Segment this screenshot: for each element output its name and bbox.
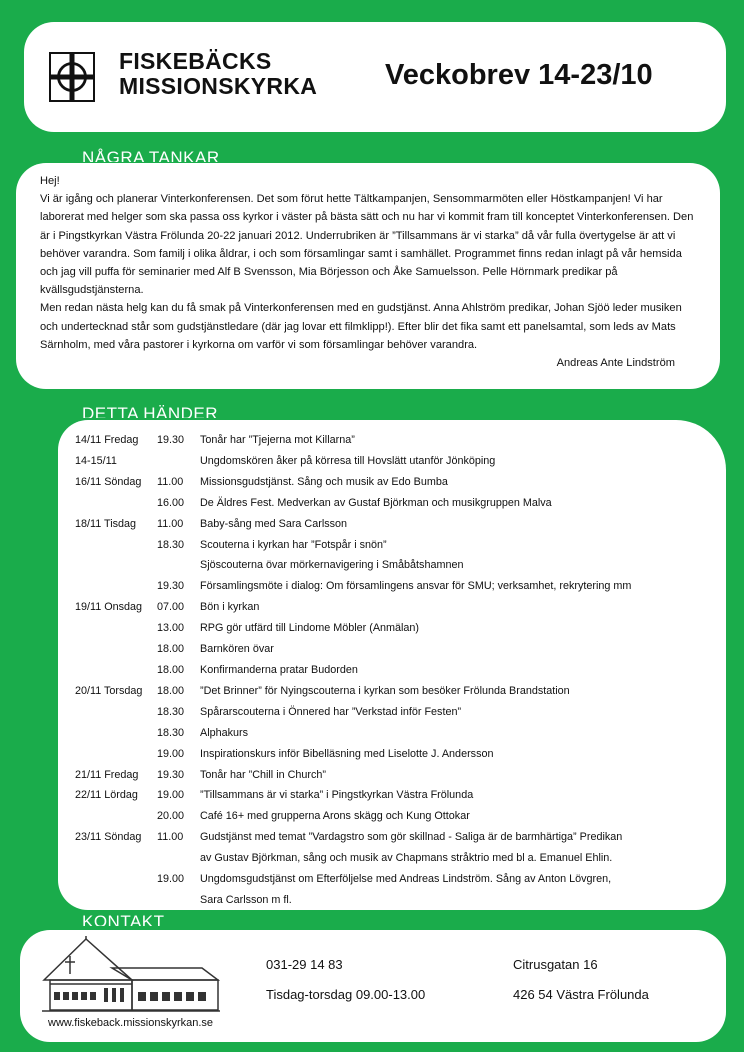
event-row: [75, 576, 715, 597]
event-time: 19.30: [157, 580, 185, 593]
event-description: Spårarscouterna i Önnered har ”Verkstad inför Festen”: [200, 705, 462, 718]
section-heading-tankar: NÅGRA TANKAR: [82, 148, 220, 162]
event-time: 07.00: [157, 601, 185, 614]
event-date: 14/11 Fredag: [75, 434, 139, 446]
event-row: [75, 723, 715, 744]
event-row: [75, 785, 715, 806]
event-date: [75, 618, 157, 639]
section-heading-handelser: DETTA HÄNDER: [82, 404, 219, 418]
event-time: 20.00: [157, 810, 185, 823]
event-time: 16.00: [157, 496, 185, 509]
event-date: [75, 702, 157, 723]
event-date: [75, 806, 157, 827]
event-date: [75, 869, 157, 911]
event-description: Gudstjänst med temat ”Vardagstro som gör skillnad - Saliga är de barmhärtiga” Predikan av Gustav Björkman, sång och musik av Chapmans stråktrio med bl a. Emanuel Ehlin.: [200, 831, 623, 865]
event-row: [75, 597, 715, 618]
event-time: 18.00: [157, 684, 185, 697]
event-date: 21/11 Fredag: [75, 768, 139, 781]
event-description: Tonår har ”Chill in Church”: [200, 768, 327, 781]
org-name-line1: FISKEBÄCKS: [119, 48, 272, 74]
event-date: 20/11 Torsdag: [75, 684, 143, 697]
event-time: 11.00: [157, 517, 184, 530]
page-title: Veckobrev 14-23/10: [385, 59, 653, 91]
event-description: Konfirmanderna pratar Budorden: [200, 663, 358, 676]
thoughts-card: [16, 163, 720, 389]
letter-paragraph: Vi är igång och planerar Vinterkonferensen. Det som förut hette Tältkampanjen, Sensommarmöten eller Höstkampanjen! Vi har laborerat med helger som ska passa oss kyrkor i väster på bästa sätt och nu har vi kommit fram till konceptet Vinterkonferensen. Den är i Pingstkyrkan Västra Frölunda 20-22 januari 2012. Underrubriken är ”Tillsammans är vi starka” då vår fulla övertygelse är att vi behöver varandra. Som familj i olika åldrar, i och som församlingar samt i samhället. Programmet finns redan inlagt på vår hemsida och jag vill puffa för seminarier med Alf B Svensson, Mia Börjesson och Åke Samuelsson. Pelle Hörnmark predikar på kvällsgudstjänsterna.: [40, 193, 694, 297]
event-time: 11.00: [157, 475, 184, 488]
event-row: [75, 451, 715, 472]
letter-greeting: Hej!: [40, 175, 60, 187]
event-time: 18.30: [157, 726, 185, 739]
event-date: 18/11 Tisdag: [75, 517, 137, 530]
organization-name: [119, 49, 317, 99]
event-row: [75, 702, 715, 723]
event-description: Inspirationskurs inför Bibelläsning med Liselotte J. Andersson: [200, 747, 494, 760]
event-description: Missionsgudstjänst. Sång och musik av Edo Bumba: [200, 475, 448, 488]
event-description: Baby-sång med Sara Carlsson: [200, 517, 348, 530]
contact-city: 426 54 Västra Frölunda: [513, 987, 649, 1002]
event-time: 19.00: [157, 873, 185, 886]
event-row: [75, 681, 715, 702]
contact-card: [20, 930, 726, 1042]
event-description: Ungdomskören åker på körresa till Hovslätt utanför Jönköping: [200, 454, 496, 467]
event-date: 22/11 Lördag: [75, 789, 138, 802]
section-heading-kontakt: KONTAKT: [82, 912, 165, 926]
event-description: Ungdomsgudstjänst om Efterföljelse med Andreas Lindström. Sång av Anton Lövgren, Sara Carlsson m fl.: [200, 873, 612, 906]
event-time: 19.30: [157, 434, 185, 446]
event-row: [75, 660, 715, 681]
event-description: Barnkören övar: [200, 643, 274, 656]
contact-hours: Tisdag-torsdag 09.00-13.00: [266, 987, 426, 1002]
event-row: [75, 639, 715, 660]
event-date: [75, 493, 157, 514]
event-list: [75, 430, 715, 911]
event-row: [75, 555, 715, 576]
event-time: 18.30: [157, 538, 185, 551]
event-date: [75, 723, 157, 744]
event-date: [75, 639, 157, 660]
event-row: [75, 618, 715, 639]
event-time: 18.00: [157, 663, 185, 676]
cross-in-circle-icon: [49, 52, 95, 102]
event-description: ”Det Brinner” för Nyingscouterna i kyrkan som besöker Frölunda Brandstation: [200, 684, 570, 697]
event-description: Sjöscouterna övar mörkernavigering i Småbåtshamnen: [200, 559, 464, 572]
letter-paragraph: Men redan nästa helg kan du få smak på Vinterkonferensen med en gudstjänst. Anna Ahlström predikar, Johan Sjöö leder musiken och undertecknad står som gudstjänstledare (där jag lovar ett filmklipp!). Efter blir det fika samt ett panelsamtal, som leds av Mats Särnholm, med våra pastorer i kyrkorna om varför vi som församlingar behöver varandra.: [40, 302, 682, 351]
event-time: [157, 451, 200, 472]
events-card: [58, 420, 726, 910]
event-date: [75, 555, 157, 576]
event-date: 14-15/11: [75, 454, 117, 467]
event-description: RPG gör utfärd till Lindome Möbler (Anmälan): [200, 622, 420, 635]
event-time: 18.30: [157, 705, 185, 718]
event-time: 13.00: [157, 622, 185, 635]
event-row: [75, 535, 715, 556]
event-description: ”Tillsammans är vi starka” i Pingstkyrkan Västra Frölunda: [200, 789, 474, 802]
event-time: 19.30: [157, 768, 185, 781]
letter-body: [40, 172, 700, 372]
event-description: Scouterna i kyrkan har ”Fotspår i snön”: [200, 538, 387, 551]
event-row: [75, 493, 715, 514]
letter-signature: Andreas Ante Lindström: [556, 357, 675, 370]
event-time: 18.00: [157, 643, 185, 656]
event-description: Café 16+ med grupperna Arons skägg och Kung Ottokar: [200, 810, 470, 823]
event-time: 11.00: [157, 831, 184, 844]
event-time: [157, 555, 200, 576]
event-time: 19.00: [157, 747, 185, 760]
org-name-line2: MISSIONSKYRKA: [119, 73, 318, 99]
event-date: 19/11 Onsdag: [75, 601, 143, 614]
contact-street: Citrusgatan 16: [513, 957, 598, 972]
event-time: 19.00: [157, 789, 185, 802]
website-address: www.fiskeback.missionskyrkan.se: [48, 1017, 214, 1029]
event-description: Bön i kyrkan: [200, 601, 260, 614]
event-row: [75, 869, 715, 911]
header-card: [24, 22, 726, 132]
event-row: [75, 430, 715, 451]
event-row: [75, 765, 715, 786]
event-date: [75, 660, 157, 681]
event-date: [75, 576, 157, 597]
event-description: De Äldres Fest. Medverkan av Gustaf Björkman och musikgruppen Malva: [200, 496, 552, 509]
event-row: [75, 514, 715, 535]
event-row: [75, 806, 715, 827]
event-description: Tonår har ”Tjejerna mot Killarna”: [200, 434, 355, 446]
event-date: [75, 535, 157, 556]
event-description: Församlingsmöte i dialog: Om församlingens ansvar för SMU; verksamhet, rekrytering mm: [200, 580, 632, 593]
event-row: [75, 472, 715, 493]
church-building-icon: [42, 936, 220, 1012]
event-date: [75, 744, 157, 765]
event-description: Alphakurs: [200, 726, 249, 739]
event-row: [75, 827, 715, 869]
contact-phone: 031-29 14 83: [266, 957, 343, 972]
event-date: 16/11 Söndag: [75, 475, 142, 488]
event-row: [75, 744, 715, 765]
event-date: 23/11 Söndag: [75, 831, 142, 844]
